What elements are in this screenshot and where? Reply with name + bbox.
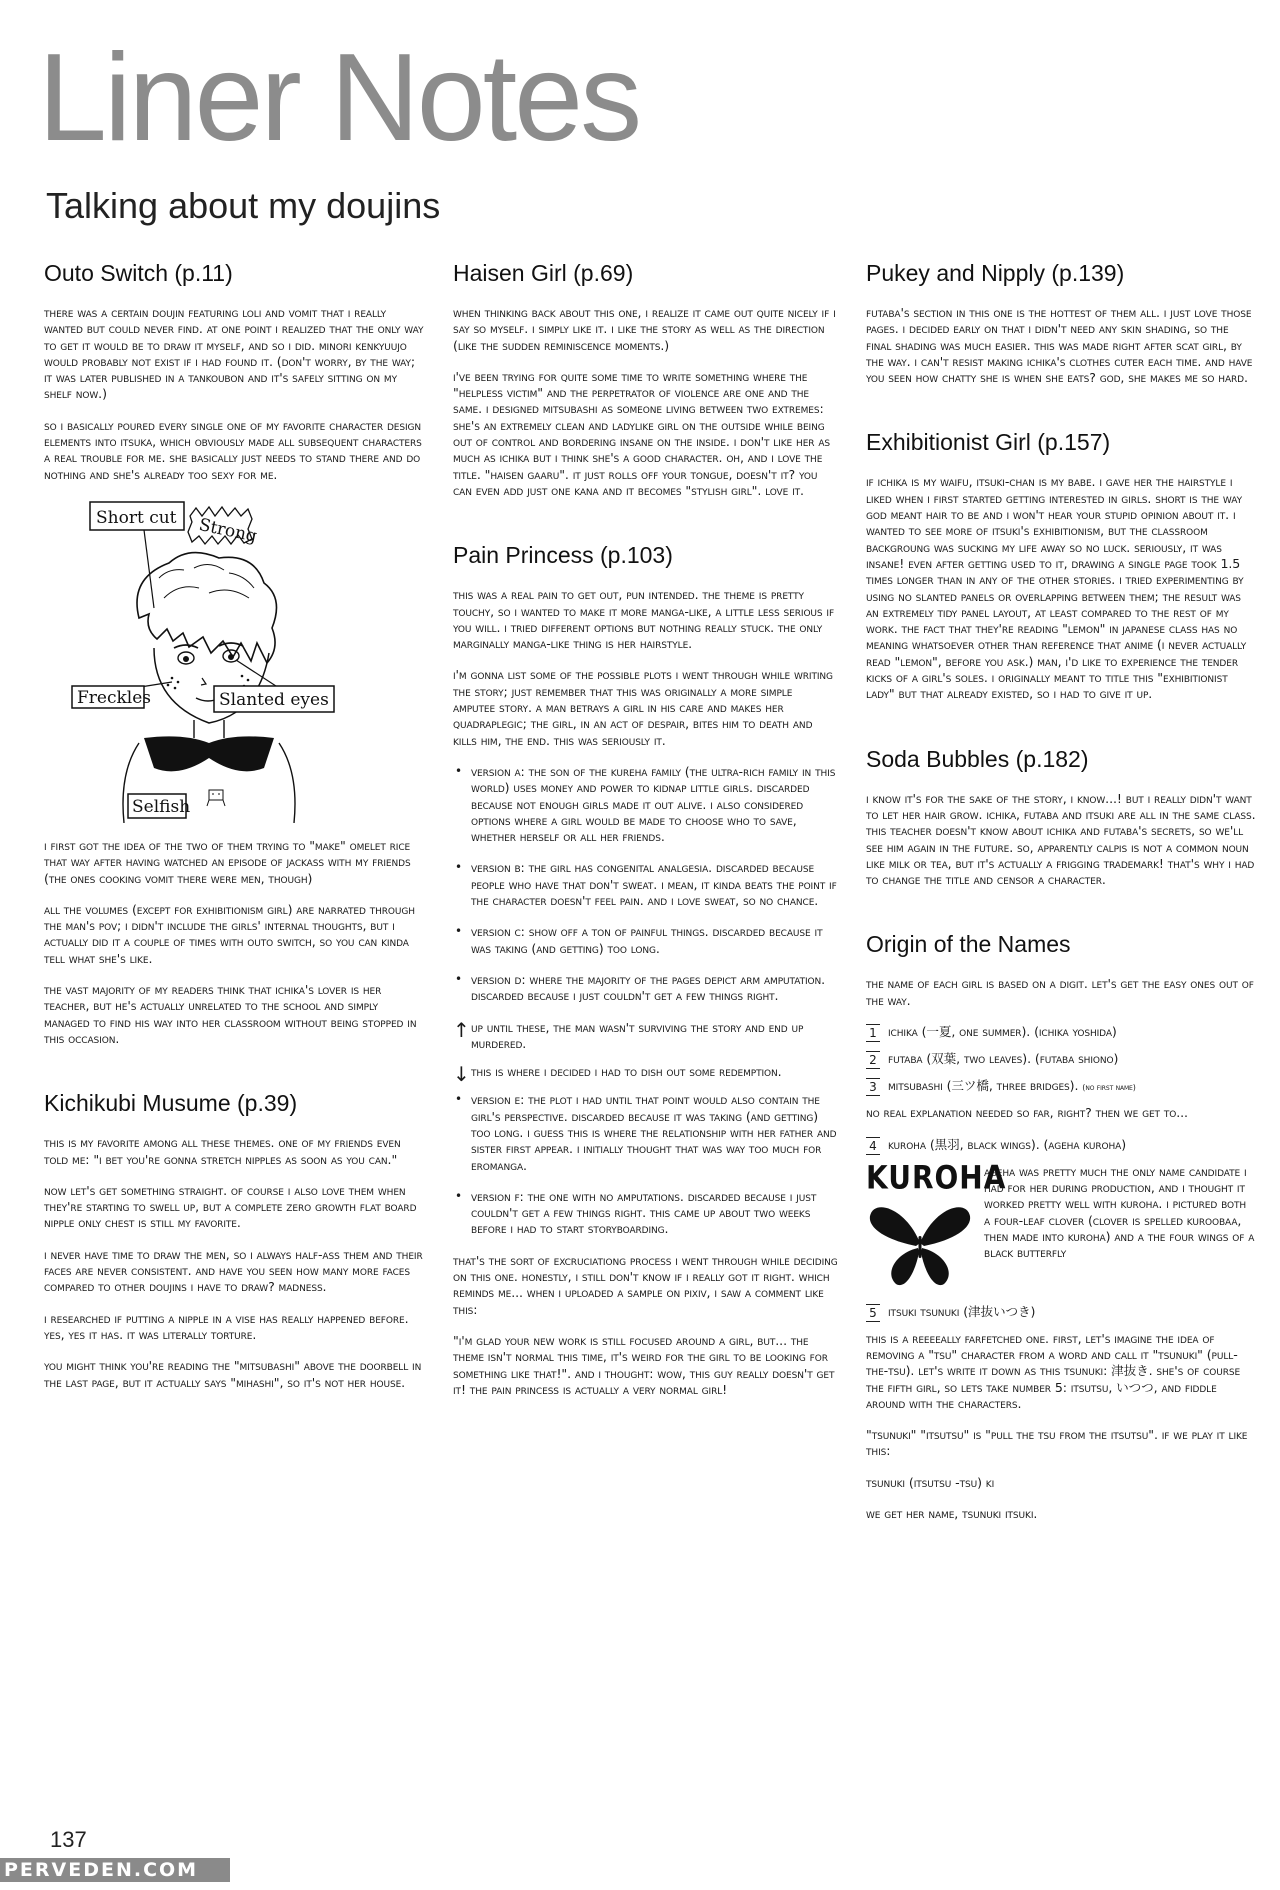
- paragraph: the vast majority of my readers think that ichika's lover is her teacher, but he's actually unrelated to the school and simply managed to find his way into her classroom without being stopped in this occasion.: [44, 982, 417, 1046]
- paragraph: no real explanation needed so far, right? then we get to...: [866, 1105, 1188, 1121]
- version-list-a-d: [453, 764, 838, 1005]
- paragraph: "tsunuki" "itsutsu" is "pull the tsu from the itsutsu". if we play it like this:: [866, 1427, 1248, 1459]
- list-item: [453, 972, 838, 1005]
- digit-badge: 3: [866, 1078, 880, 1096]
- list-item: [453, 1189, 838, 1238]
- kuroha-text: ageha was pretty much the only name candidate i had for her during production, and i thought it worked pretty well with kuroha. i pictured both a four-leaf clover (clover is spelled kuroobaa, then made into kuroha) and a the four wings of a black butterfly: [984, 1163, 1255, 1261]
- kuroha-art: [866, 1158, 1007, 1292]
- paragraph: this is a reeeeally farfetched one. first, let's imagine the idea of removing a "tsu" character from a word and call it "tsunuki" (pull-the-tsu). let's write it down as this tsunuki: 津抜き. she's of course the fifth girl, so lets take number 5: itsutsu, いつつ, and fiddle around with the characters.: [866, 1330, 1241, 1411]
- name-entry-text: ichika (一夏, one summer). (ichika yoshida): [888, 1024, 1117, 1040]
- column-middle: [453, 262, 838, 1413]
- butterfly-icon: [866, 1198, 974, 1288]
- character-sketch: [44, 498, 424, 823]
- list-item: [453, 860, 838, 909]
- paragraph: if ichika is my waifu, itsuki-chan is my babe. i gave her the hairstyle i liked when i first started getting interested in girls. short is the way god meant hair to be and i won't hear your stupid opinion about it. i wanted to see more of itsuki's exhibitionism, but the classroom backgroung was sucking my life away so no luck. seriously, it was insane! even after getting used to it, drawing a single page took 1.5 times longer than in any of the other stories. i tried experimenting by using no slanted panels or overlapping between them; the result was an extremely tidy panel layout, at least compared to the rest of my work. the fact that they're reading "lemon" in japanese class has no meaning whatsoever other than reference that anime (i never actually read "lemon", before you ask.) man, i'd like to experience the tender kicks of a girl's soles. i originally meant to title this "exhibitionist lady" but that already existed, so i had to give it up.: [866, 474, 1247, 702]
- kuroha-block: [866, 1158, 1256, 1292]
- section-title-pain-princess: Pain Princess (p.103): [453, 542, 673, 569]
- section-title-origin-names: Origin of the Names: [866, 931, 1071, 958]
- name-entry-text: kuroha (黒羽, black wings). (ageha kuroha): [888, 1136, 1127, 1152]
- paragraph: i researched if putting a nipple in a vise has really happened before. yes, yes it has. it was literally torture.: [44, 1310, 409, 1342]
- paragraph: i know it's for the sake of the story, i know...! but i really didn't want to let her hair grow. ichika, futaba and itsuki are all in the same class. this teacher doesn't know about ichika and futaba's secrets, so we'll see him again in the future. so, apparently calpis is not a common noun like milk or tea, but it's actually a frigging trademark! that's why i had to change the title and censor a character.: [866, 790, 1256, 888]
- digit-badge: 4: [866, 1137, 880, 1155]
- column-right: [866, 262, 1256, 1537]
- arrow-down-icon: ↓: [453, 1062, 470, 1087]
- paragraph: when thinking back about this one, i realize it came out quite nicely if i say so myself. i simply like it. i like the story as well as the direction (like the sudden reminiscence moments.): [453, 305, 836, 353]
- digit-badge: 1: [866, 1024, 880, 1042]
- label-slanted-eyes: Slanted eyes: [219, 689, 329, 710]
- note-text: up until these, the man wasn't surviving the story and end up murdered.: [471, 1019, 804, 1051]
- watermark: PERVEDEN.COM: [0, 1858, 230, 1882]
- list-item: [453, 1092, 838, 1173]
- list-item: [453, 924, 838, 957]
- paragraph: i first got the idea of the two of them trying to "make" omelet rice that way after having watched an episode of jackass with my friends (the ones cooking vomit there were men, though): [44, 837, 411, 886]
- note-up: [453, 1017, 838, 1053]
- section-title-exhibitionist-girl: Exhibitionist Girl (p.157): [866, 429, 1111, 456]
- name-entry-text: futaba (双葉, two leaves). (futaba shiono): [888, 1051, 1119, 1067]
- name-entry-2: [866, 1051, 1256, 1069]
- hair-outline: [137, 553, 277, 663]
- paragraph: this was a real pain to get out, pun intended. the theme is pretty touchy, so i wanted to make it more manga-like, a little less serious if you will. i tried different options but nothing really stuck. the only marginally manga-like thing is her hairstyle.: [453, 587, 835, 652]
- bullet-icon: •: [455, 860, 463, 875]
- section-title-pukey-nipply: Pukey and Nipply (p.139): [866, 260, 1125, 286]
- digit-badge: 5: [866, 1304, 880, 1322]
- collar: [144, 736, 274, 771]
- name-entry-note: (no first name): [1082, 1083, 1136, 1093]
- label-selfish: Selfish: [132, 796, 191, 817]
- arrow-up-icon: ↑: [453, 1017, 470, 1042]
- name-entry-main: mitsubashi (三ツ橋, three bridges).: [888, 1078, 1079, 1094]
- bullet-icon: •: [455, 971, 463, 986]
- paragraph: this is my favorite among all these themes. one of my friends even told me: "i bet you're gonna stretch nipples as soon as you can.": [44, 1135, 401, 1167]
- section-title-haisen-girl: Haisen Girl (p.69): [453, 260, 634, 286]
- name-entry-3: [866, 1078, 1256, 1096]
- note-down: [453, 1062, 838, 1087]
- column-left: [44, 262, 424, 1406]
- name-entry-5: [866, 1304, 1256, 1322]
- list-item-text: version e: the plot i had until that point would also contain the girl's perspective. discarded because it was taking (and getting) too long. i guess this is where the relationship with her father and sister first appear. i initially thought that was way too much for eromanga.: [471, 1092, 837, 1173]
- paragraph: there was a certain doujin featuring loli and vomit that i really wanted but could never find. at one point i realized that the only way to get it would be to draw it myself, and so i did. minori kenkyuujo would probably not exist if i had found it. (don't worry, by the way; it was later published in a tankoubon and it's safely sitting on my shelf now.): [44, 305, 424, 402]
- list-item-text: version f: the one with no amputations. discarded because i just couldn't get a few things right. this came up about two weeks before i had to start storyboarding.: [471, 1188, 817, 1237]
- paragraph: futaba's section in this one is the hottest of them all. i just love those pages. i decided early on that i didn't need any skin shading, so the final shading was much easier. this was made right after scat girl, by the way. i can't resist making ichika's clothes cuter each time. and have you seen how chatty she is when she eats? god, she makes me so hard.: [866, 305, 1253, 386]
- section-title-outo-switch: Outo Switch (p.11): [44, 260, 233, 286]
- note-text: this is where i decided i had to dish out some redemption.: [471, 1064, 782, 1080]
- paragraph: so i basically poured every single one of my favorite character design elements into itsuka, which obviously made all subsequent characters a real trouble for me. she basically just needs to stand there and do nothing and she's already too sexy for me.: [44, 417, 422, 482]
- label-freckles: Freckles: [77, 687, 152, 708]
- bullet-icon: •: [455, 763, 463, 778]
- name-entry-1: [866, 1024, 1256, 1042]
- name-entry-4: [866, 1137, 1256, 1155]
- paragraph: the name of each girl is based on a digit. let's get the easy ones out of the way.: [866, 976, 1254, 1008]
- character-sketch-drawing: [44, 498, 424, 823]
- name-entry-text: itsuki tsunuki (津抜いつき): [888, 1303, 1036, 1319]
- digit-badge: 2: [866, 1051, 880, 1069]
- paragraph: now let's get something straight. of course i also love them when they're starting to swell up, but a complete zero growth flat board nipple only chest is still my favorite.: [44, 1182, 417, 1231]
- page-number: 137: [50, 1827, 87, 1852]
- version-list-e-f: [453, 1092, 838, 1237]
- bullet-icon: •: [455, 1092, 463, 1107]
- paragraph: you might think you're reading the "mitsubashi" above the doorbell in the last page, but it actually says "mihashi", so it's not her house.: [44, 1358, 422, 1390]
- paragraph: tsunuki (itsutsu -tsu) ki: [866, 1474, 995, 1490]
- label-short-cut: Short cut: [96, 507, 177, 528]
- list-item: [453, 764, 838, 845]
- bullet-icon: •: [455, 1188, 463, 1203]
- name-entry-text: [888, 1078, 1136, 1096]
- page-subtitle: Talking about my doujins: [46, 185, 441, 226]
- paragraph: that's the sort of excruciationg process i went through while deciding on this one. honestly, i still don't know if i really got it right. which reminds me... when i uploaded a sample on pixiv, i saw a comment like this:: [453, 1252, 838, 1317]
- paragraph: i've been trying for quite some time to write something where the "helpless victim" and the perpetrator of violence are one and the same. i designed mitsubashi as someone living between two extremes: she's an extremely clean and ladylike girl on the outside while being out of control and bordering insane on the inside. i don't like her as much as ichika but i think she's a good character. oh, and i love the title. "haisen gaaru". it just rolls off your tongue, doesn't it? you can even add just one kana and it becomes "stylish girl". love it.: [453, 368, 831, 498]
- section-title-kichikubi: Kichikubi Musume (p.39): [44, 1090, 298, 1117]
- page-title: Liner Notes: [38, 29, 640, 167]
- paragraph: we get her name, tsunuki itsuki.: [866, 1505, 1038, 1521]
- section-title-soda-bubbles: Soda Bubbles (p.182): [866, 745, 1089, 772]
- bullet-icon: •: [455, 924, 463, 939]
- paragraph: i never have time to draw the men, so i always half-ass them and their faces are never consistent. and have you seen how many more faces compared to other doujins i have to draw? madness.: [44, 1246, 423, 1295]
- list-item-text: version c: show off a ton of painful things. discarded because it was taking (and getting) too long.: [471, 924, 823, 956]
- list-item-text: version b: the girl has congenital analgesia. discarded because people who have that don't sweat. i mean, it kinda beats the point if the character doesn't feel pain. and i love sweat, so no chance.: [471, 860, 837, 909]
- label-strong: Strong: [197, 514, 259, 547]
- kuroha-lettering: KUROHA: [866, 1158, 1007, 1197]
- list-item-text: version d: where the majority of the pages depict arm amputation. discarded because i just couldn't get a few things right.: [471, 971, 826, 1004]
- list-item-text: version a: the son of the kureha family (the ultra-rich family in this world) uses money and power to kidnap little girls. discarded because not enough girls made it out alive. i also considered options where a girl would be made to choose who to save, whether herself or all her friends.: [471, 763, 836, 845]
- paragraph: all the volumes (except for exhibitionism girl) are narrated through the man's pov; i didn't include the girls' internal thoughts, but i actually did it a couple of times with outo switch, so you can kinda tell what she's like.: [44, 901, 415, 966]
- paragraph: i'm gonna list some of the possible plots i went through while writing the story; just remember that this was originally a more simple amputee story. a man betrays a girl in his care and makes her quadraplegic; the girl, in an act of despair, bites him to death and kills him, the end. this was seriously it.: [453, 667, 833, 748]
- paragraph: "i'm glad your new work is still focused around a girl, but... the theme isn't normal this time, it's weird for the girl to be looking for something like that!". and i thought: wow, this guy really doesn't get it! the pain princess is actually a very normal girl!: [453, 1332, 835, 1397]
